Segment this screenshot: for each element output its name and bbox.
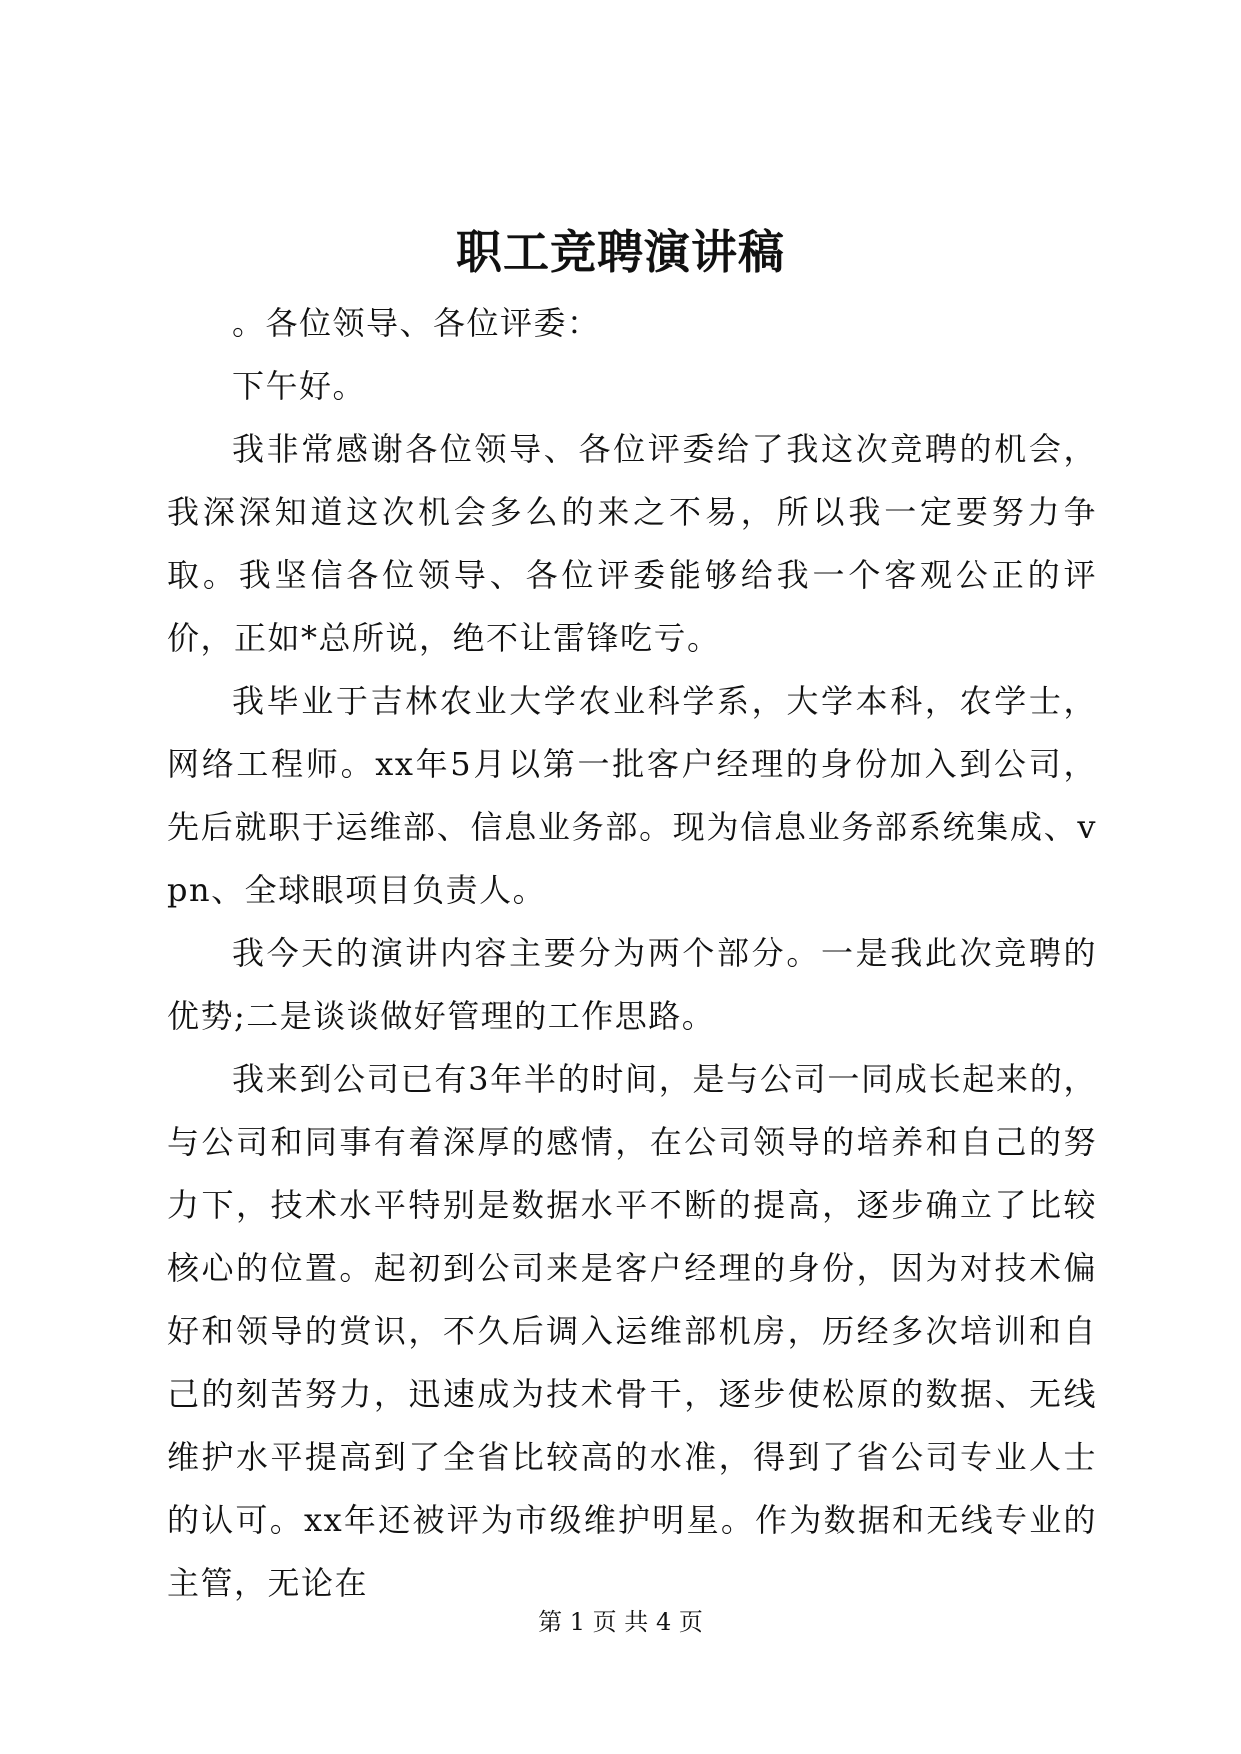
paragraph-outline: 我今天的演讲内容主要分为两个部分。一是我此次竞聘的优势;二是谈谈做好管理的工作思路。 (167, 934, 1097, 1035)
document-title: 职工竞聘演讲稿 (456, 225, 785, 279)
paragraph-good-afternoon: 下午好。 (232, 367, 367, 405)
paragraph-thanks: 我非常感谢各位领导、各位评委给了我这次竞聘的机会，我深深知道这次机会多么的来之不易，所以我一定要努力争取。我坚信各位领导、各位评委能够给我一个客观公正的评价，正如*总所说，绝不让雷锋吃亏。 (167, 430, 1097, 657)
document-body (167, 292, 1097, 1615)
paragraph-background: 我毕业于吉林农业大学农业科学系，大学本科，农学士，网络工程师。xx年5月以第一批客户经理的身份加入到公司，先后就职于运维部、信息业务部。现为信息业务部系统集成、vpn、全球眼项目负责人。 (167, 682, 1097, 909)
paragraph-greeting: 。各位领导、各位评委： (232, 304, 601, 342)
paragraph-experience: 我来到公司已有3年半的时间，是与公司一同成长起来的，与公司和同事有着深厚的感情，在公司领导的培养和自己的努力下，技术水平特别是数据水平不断的提高，逐步确立了比较核心的位置。起初到公司来是客户经理的身份，因为对技术偏好和领导的赏识，不久后调入运维部机房，历经多次培训和自己的刻苦努力，迅速成为技术骨干，逐步使松原的数据、无线维护水平提高到了全省比较高的水准，得到了省公司专业人士的认可。xx年还被评为市级维护明星。作为数据和无线专业的主管，无论在 (167, 1060, 1097, 1602)
page-footer: 第 1 页 共 4 页 (538, 1608, 703, 1636)
